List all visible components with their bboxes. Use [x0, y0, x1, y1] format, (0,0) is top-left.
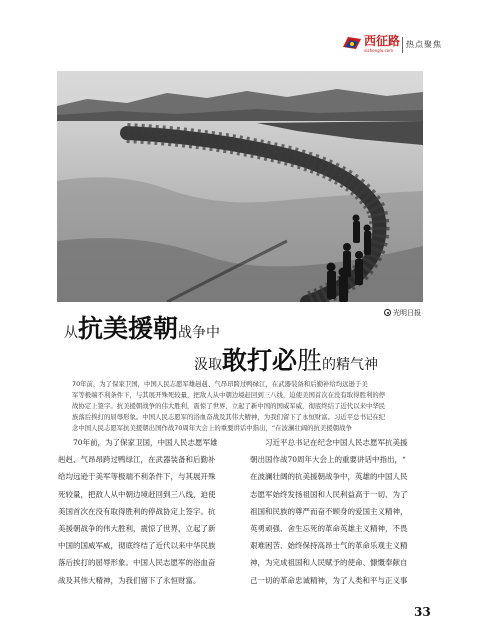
title-emphasis: 胜	[297, 346, 323, 375]
header-divider	[402, 37, 403, 53]
column-name: 热点聚焦	[406, 40, 442, 49]
lead-line: 念中国人民志愿军抗美援朝出国作战70周年大会上的重要讲话中指出，“在波澜壮阔的抗美援朝战争	[72, 424, 352, 432]
page-number: 33	[414, 605, 431, 619]
article-title-line1	[64, 314, 220, 344]
body-column-left	[58, 434, 231, 589]
body-line: 志愿军始终发扬祖国和人民利益高于一切、为了	[250, 489, 408, 499]
source-name: 光明日报	[393, 309, 421, 317]
body-line: 美援朝战争的伟大胜利，震惊了世界，立起了新	[58, 524, 216, 534]
body-line: 赳赳、气昂昂跨过鸭绿江，在武器装备和后勤补	[58, 455, 216, 465]
body-line: 70年前，为了保家卫国，中国人民志愿军雄	[58, 438, 218, 447]
body-line: 中国的国威军威，彻底终结了近代以来中华民族	[58, 541, 216, 551]
title-main: 抗美援朝	[78, 314, 179, 343]
brand-logo-subtext: xizhenglu.com	[364, 48, 394, 53]
body-line: 落后挨打的屈辱形象。中国人民志愿军的浴血奋	[58, 558, 216, 568]
historical-photo	[57, 71, 423, 302]
brand-logo-text: 西征路	[364, 34, 401, 48]
lead-line: 70年前，为了保家卫国，中国人民志愿军雄赳赳、气昂昂跨过鸭绿江，在武器装备和后勤补给均远逊于美	[72, 380, 368, 388]
lead-line: 战协定上签字。抗美援朝战争的伟大胜利，震惊了世界，立起了新中国的国威军威，彻底终结了近代以来中华民	[72, 402, 386, 410]
article-title-line2	[194, 346, 378, 376]
source-credit	[384, 309, 421, 318]
body-line: 艰难困苦、始终保持高昂士气的革命乐观主义精	[250, 541, 408, 551]
body-line: 在波澜壮阔的抗美援朝战争中，英雄的中国人民	[250, 472, 408, 482]
target-bullet-icon	[384, 309, 391, 316]
title-suffix: 的精气神	[322, 357, 379, 373]
body-line: 习近平总书记在纪念中国人民志愿军抗美援	[250, 438, 408, 447]
lead-line: 军等极端不利条件下，与其展开殊死较量，把敌人从中朝边境赶回到三八线，迫使美国首次在没有取得胜利的停	[72, 391, 386, 399]
body-line: 战及其伟大精神，为我们留下了永恒财富。	[58, 575, 201, 585]
body-line: 祖国和民族的尊严而奋不顾身的爱国主义精神，	[250, 506, 408, 516]
body-line: 英勇顽强、舍生忘死的革命英雄主义精神，不畏	[250, 524, 408, 534]
title-suffix: 战争中	[178, 325, 221, 341]
article-lead	[72, 379, 424, 434]
title-prefix: 从	[64, 325, 78, 341]
body-line: 美国首次在没有取得胜利的停战协定上签字。抗	[58, 506, 216, 516]
troops-crossing-river-image	[57, 71, 423, 302]
body-line: 己一切的革命忠诚精神，为了人类和平与正义事	[250, 575, 408, 585]
body-line: 给均远逊于美军等极端不利条件下，与其展开殊	[58, 472, 216, 482]
body-line: 神，为完成祖国和人民赋予的使命、慷慨奉献自	[250, 558, 408, 568]
title-main: 敢打必	[222, 346, 298, 375]
lead-line: 族落后挨打的屈辱形象。中国人民志愿军的浴血奋战及其伟大精神，为我们留下了永恒财富。习近平总书记在纪	[72, 413, 386, 421]
body-column-right	[250, 434, 423, 589]
flag-emblem-icon	[342, 35, 362, 51]
body-line: 朝出国作战70周年大会上的重要讲话中指出，“	[250, 455, 406, 465]
body-line: 死较量，把敌人从中朝边境赶回到三八线，迫使	[58, 489, 216, 499]
page-header	[0, 0, 480, 62]
title-prefix: 汲取	[194, 357, 222, 373]
